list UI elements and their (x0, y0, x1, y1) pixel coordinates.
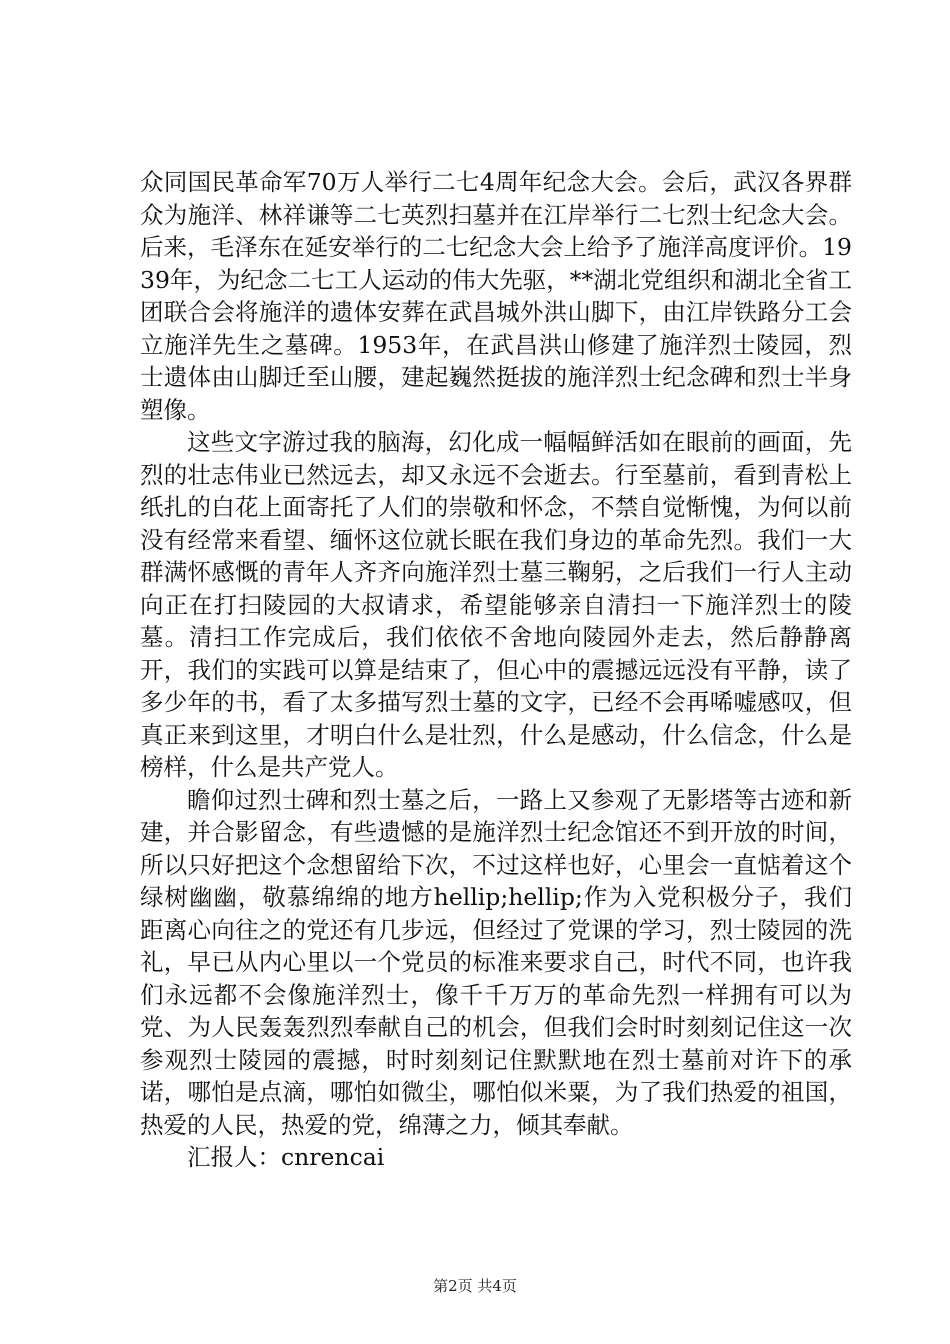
paragraph-1: 众同国民革命军70万人举行二七4周年纪念大会。会后，武汉各界群众为施洋、林祥谦等二七英烈扫墓并在江岸举行二七烈士纪念大会。后来，毛泽东在延安举行的二七纪念大会上给予了施洋高度评价。1939年，为纪念二七工人运动的伟大先驱，**湖北党组织和湖北全省工团联合会将施洋的遗体安葬在武昌城外洪山脚下，由江岸铁路分工会立施洋先生之墓碑。1953年，在武昌洪山修建了施洋烈士陵园，烈士遗体由山脚迁至山腰，建起巍然挺拔的施洋烈士纪念碑和烈士半身塑像。 (140, 168, 852, 424)
page-footer (0, 1276, 950, 1296)
document-body (140, 166, 852, 1174)
page-number: 第2页 共4页 (433, 1277, 517, 1295)
paragraph-3: 瞻仰过烈士碑和烈士墓之后，一路上又参观了无影塔等古迹和新建，并合影留念，有些遗憾的是施洋烈士纪念馆还不到开放的时间，所以只好把这个念想留给下次，不过这样也好，心里会一直惦着这个绿树幽幽，敬慕绵绵的地方hellip;hellip;作为入党积极分子，我们距离心向往之的党还有几步远，但经过了党课的学习，烈士陵园的洗礼，早已从内心里以一个党员的标准来要求自己，时代不同，也许我们永远都不会像施洋烈士，像千千万万的革命先烈一样拥有可以为党、为人民轰轰烈烈奉献自己的机会，但我们会时时刻刻记住这一次参观烈士陵园的震撼，时时刻刻记住默默地在烈士墓前对许下的承诺，哪怕是点滴，哪怕如微尘，哪怕似米粟，为了我们热爱的祖国，热爱的人民，热爱的党，绵薄之力，倾其奉献。 (140, 785, 852, 1139)
signature-line: 汇报人：cnrencai (187, 1143, 385, 1171)
paragraph-2: 这些文字游过我的脑海，幻化成一幅幅鲜活如在眼前的画面，先烈的壮志伟业已然远去，却又永远不会逝去。行至墓前，看到青松上纸扎的白花上面寄托了人们的崇敬和怀念，不禁自觉惭愧，为何以前没有经常来看望、缅怀这位就长眠在我们身边的革命先烈。我们一大群满怀感慨的青年人齐齐向施洋烈士墓三鞠躬，之后我们一行人主动向正在打扫陵园的大叔请求，希望能够亲自清扫一下施洋烈士的陵墓。清扫工作完成后，我们依依不舍地向陵园外走去，然后静静离开，我们的实践可以算是结束了，但心中的震撼远远没有平静，读了多少年的书，看了太多描写烈士墓的文字，已经不会再唏嘘感叹，但真正来到这里，才明白什么是壮烈，什么是感动，什么信念，什么是榜样，什么是共产党人。 (140, 428, 852, 781)
